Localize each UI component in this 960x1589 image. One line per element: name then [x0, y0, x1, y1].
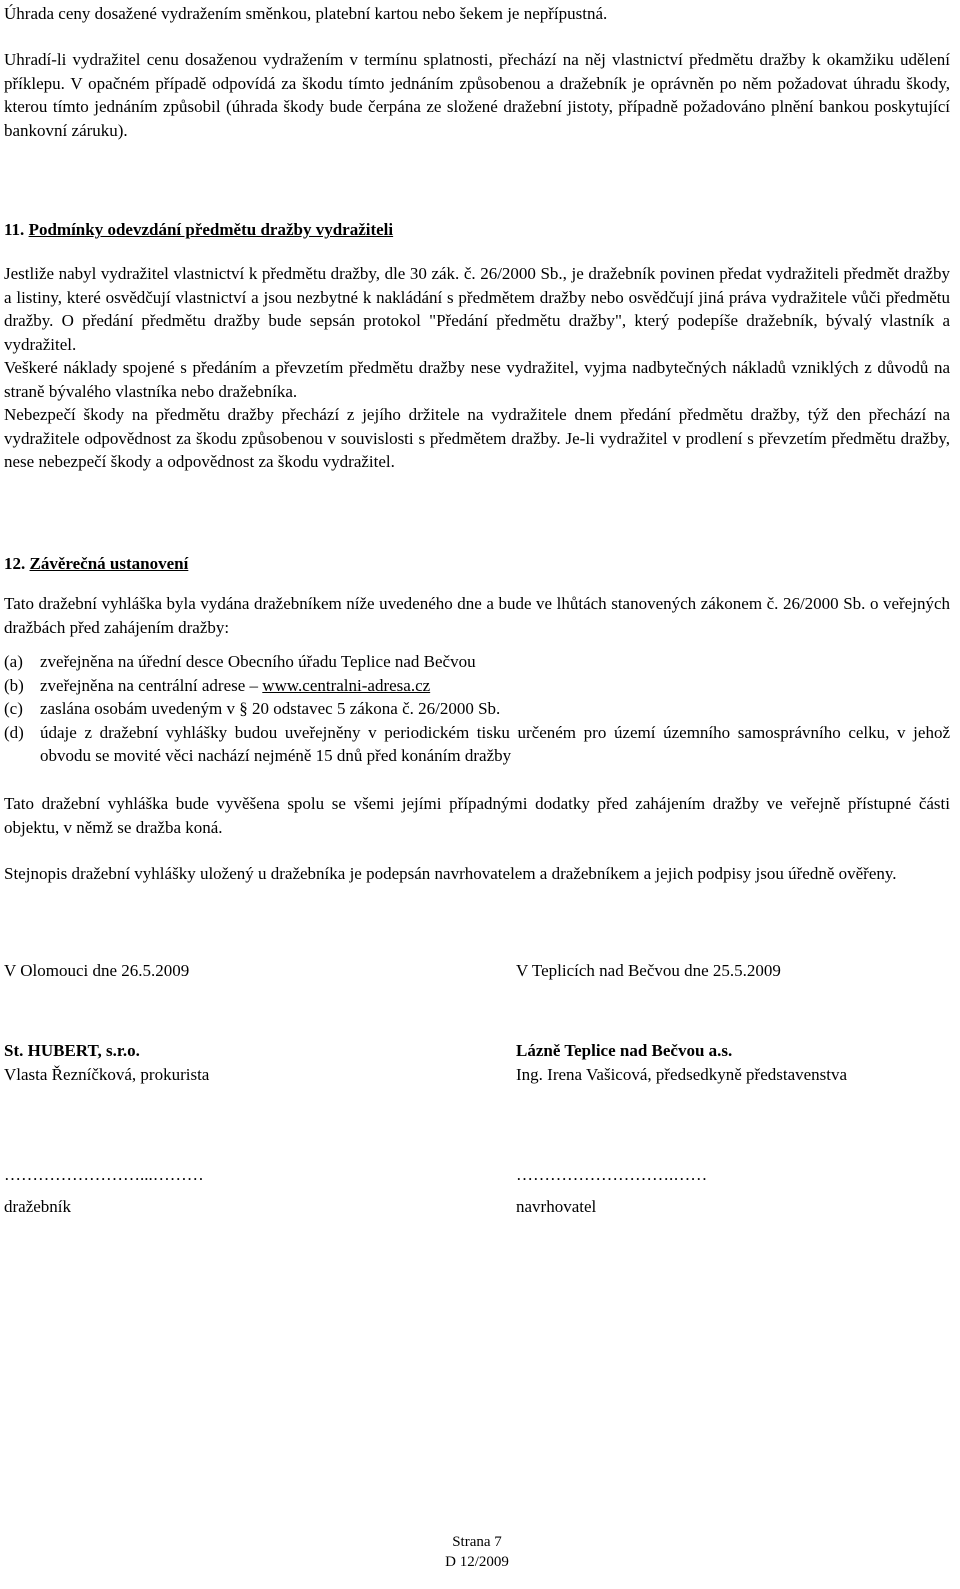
auctioneer-company: St. HUBERT, s.r.o. [4, 1041, 140, 1060]
section-12-number: 12. [4, 554, 26, 573]
list-item-label: (b) [4, 675, 24, 695]
payment-restriction-paragraph: Úhrada ceny dosažené vydražením směnkou, platební kartou nebo šekem je nepřípustná. [4, 4, 608, 23]
list-item-text-with-link [40, 674, 950, 698]
left-signature-date: V Olomouci dne 26.5.2009 [4, 961, 190, 980]
posting-paragraph: Tato dražební vyhláška bude vyvěšena spolu se všemi jejími případnými dodatky před zahájením dražby ve veřejně přístupné části objektu, v němž se dražba koná. [4, 794, 950, 837]
copy-paragraph: Stejnopis dražební vyhlášky uložený u dražebníka je podepsán navrhovatelem a dražebníkem a jejich podpisy jsou úředně ověřeny. [4, 864, 897, 883]
auctioneer-signature-line: ……………………...……… [4, 1165, 204, 1184]
section-12-title: Závěrečná ustanovení [29, 554, 189, 573]
list-item [4, 721, 950, 768]
publication-list [4, 650, 950, 768]
list-item-text: zveřejněna na úřední desce Obecního úřadu Teplice nad Bečvou [40, 652, 476, 671]
list-item-text: údaje z dražební vyhlášky budou uveřejněny v periodickém tisku určeném pro území územního samosprávního celku, v jehož obvodu se movité věci nachází nejméně 15 dnů před konáním dražby [40, 722, 950, 765]
section-11-heading [4, 218, 393, 242]
section-11-number: 11. [4, 220, 25, 239]
page-footer [4, 1532, 950, 1572]
proposer-role: navrhovatel [516, 1197, 597, 1216]
section-11-paragraph-3: Nebezpečí škody na předmětu dražby přechází z jejího držitele na vydražitele dnem předání předmětu dražby, týž den přechází na vydražitele odpovědnost za škodu způsobenou v souvislosti s předmětem dražby. Je-li vydražitel v prodlení s převzetím předmětu dražby, nese nebezpečí škody a odpovědnost za škodu vydražitel. [4, 405, 950, 471]
section-11-title: Podmínky odevzdání předmětu dražby vydražiteli [28, 220, 394, 239]
proposer-company: Lázně Teplice nad Bečvou a.s. [516, 1041, 733, 1060]
central-address-link[interactable]: www.centralni-adresa.cz [262, 675, 431, 695]
right-signature-date: V Teplicích nad Bečvou dne 25.5.2009 [516, 961, 781, 980]
list-item-text: zaslána osobám uvedeným v § 20 odstavec 5 zákona č. 26/2000 Sb. [40, 699, 501, 718]
proposer-representative: Ing. Irena Vašicová, předsedkyně představenstva [516, 1065, 848, 1084]
proposer-signature-line: ……………………….…… [516, 1165, 708, 1184]
list-item [4, 697, 950, 721]
section-11-paragraph-2: Veškeré náklady spojené s předáním a převzetím předmětu dražby nese vydražitel, vyjma nadbytečných nákladů vzniklých z důvodů na straně bývalého vlastníka nebo dražebníka. [4, 358, 950, 401]
page-number: Strana 7 [452, 1534, 502, 1550]
auctioneer-representative: Vlasta Řezníčková, prokurista [4, 1065, 210, 1084]
ownership-transfer-paragraph: Uhradí-li vydražitel cenu dosaženou vydražením v termínu splatnosti, přechází na něj vlastnictví předmětu dražby k okamžiku udělení příklepu. V opačném případě odpovídá za škodu tímto jednáním způsobenou a dražebník je oprávněn po něm požadovat úhradu škody, kterou tímto jednáním způsobil (úhrada škody bude čerpána ze složené dražební jistoty, případně požadováno plnění bankou poskytující bankovní záruku). [4, 50, 950, 140]
auctioneer-role: dražebník [4, 1197, 72, 1216]
section-12-heading [4, 552, 188, 576]
list-item-label: (c) [4, 699, 23, 718]
list-item-text: zveřejněna na centrální adrese – [40, 675, 263, 695]
list-item-label: (a) [4, 652, 23, 671]
section-11-body [4, 262, 950, 474]
list-item [4, 674, 950, 698]
list-item-label: (d) [4, 722, 24, 742]
section-11-paragraph-1: Jestliže nabyl vydražitel vlastnictví k předmětu dražby, dle 30 zák. č. 26/2000 Sb., je dražebník povinen předat vydražiteli předmět dražby a listiny, které osvědčují vlastnictví a jsou nezbytné k nakládání s předmětem dražby nebo osvědčují jiná práva vydražitele vůči předmětu dražby. O předání předmětu dražby bude sepsán protokol "Předání předmětu dražby", který podepíše dražebník, bývalý vlastník a vydražitel. [4, 264, 950, 354]
section-12-intro: Tato dražební vyhláška byla vydána dražebníkem níže uvedeného dne a bude ve lhůtách stanovených zákonem č. 26/2000 Sb. o veřejných dražbách před zahájením dražby: [4, 594, 950, 637]
list-item [4, 650, 950, 674]
document-code: D 12/2009 [445, 1554, 509, 1570]
